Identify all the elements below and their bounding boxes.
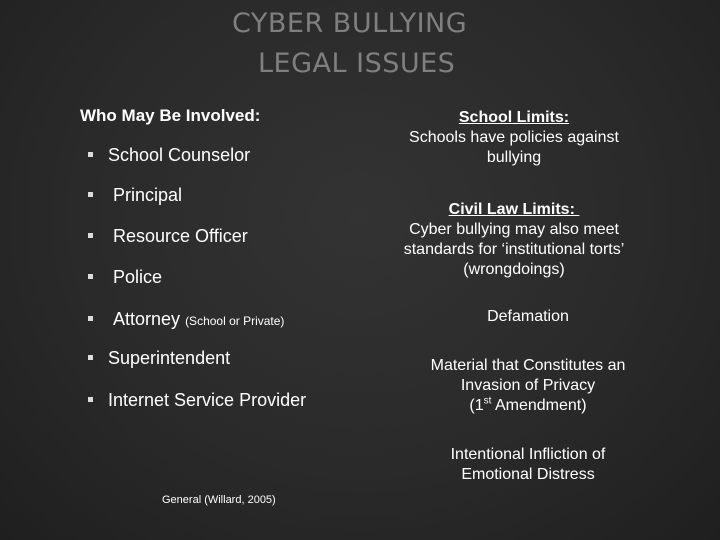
list-item-label: Internet Service Provider (108, 390, 307, 410)
bullet-square (88, 152, 93, 157)
list-item-label: School Counselor (108, 145, 251, 165)
bullet-square (88, 316, 93, 321)
bullet-square (88, 192, 93, 197)
privacy-line-3: (1st Amendment) (469, 395, 587, 414)
school-limits-block (390, 108, 638, 168)
title-line-1: CYBER BULLYING (232, 8, 468, 39)
school-limits-heading: School Limits: (458, 109, 570, 126)
list-item-label: Attorney (113, 309, 181, 329)
list-item-label: Superintendent (108, 348, 231, 368)
privacy-line-2: Invasion of Privacy (460, 377, 596, 394)
bullet-square (88, 397, 93, 402)
bullet-square (88, 233, 93, 238)
bullet-square (88, 274, 93, 279)
defamation-item: Defamation (487, 308, 569, 325)
distress-line-2: Emotional Distress (461, 466, 595, 483)
title-line-2: LEGAL ISSUES (258, 48, 456, 79)
privacy-block (398, 356, 658, 416)
who-involved-heading: Who May Be Involved: (80, 106, 261, 125)
footnote-citation: General (Willard, 2005) (162, 494, 276, 506)
distress-line-1: Intentional Infliction of (450, 446, 606, 463)
distress-block (400, 445, 656, 485)
list-item-note: (School or Private) (185, 314, 285, 328)
slide-title (232, 4, 467, 84)
civil-limits-text: Cyber bullying may also meet standards for ‘institutional torts’ (wrongdoings) (403, 221, 625, 278)
civil-limits-block (390, 200, 638, 280)
list-item-label: Resource Officer (113, 226, 248, 246)
privacy-line-1: Material that Constitutes an (430, 357, 626, 374)
school-limits-text: Schools have policies against bullying (409, 129, 619, 166)
list-item-label: Principal (113, 185, 183, 205)
list-item-label: Police (113, 267, 163, 287)
bullet-square (88, 355, 93, 360)
civil-limits-heading: Civil Law Limits: (448, 201, 580, 218)
